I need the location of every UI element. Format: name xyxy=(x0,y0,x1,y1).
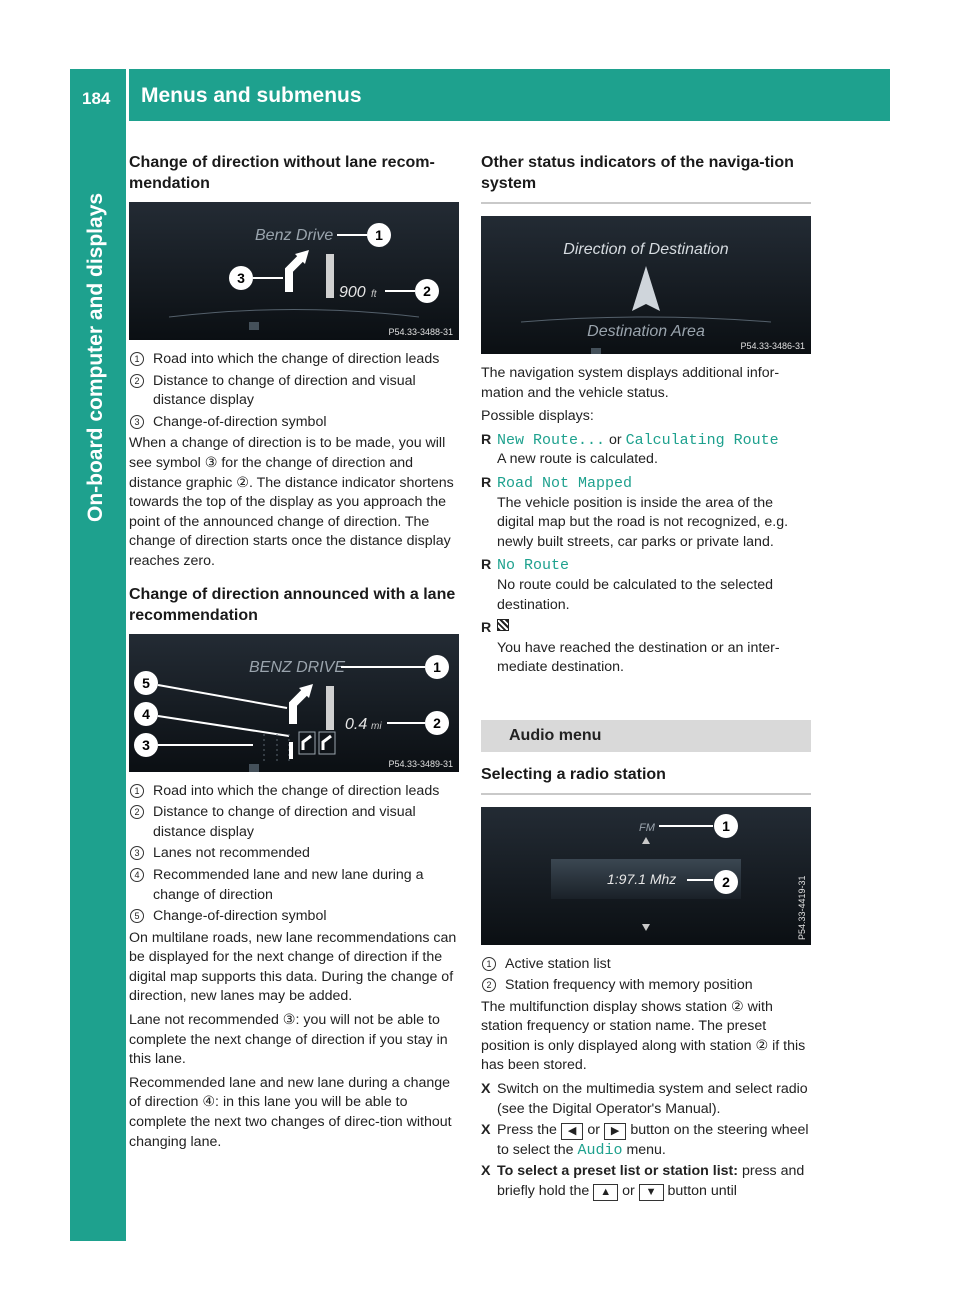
legend-item: 3 Lanes not recommended xyxy=(129,844,459,864)
left-column xyxy=(129,152,459,1156)
legend-list-4 xyxy=(481,955,811,996)
fig3-area: Destination Area xyxy=(587,323,705,340)
page-title: Menus and submenus xyxy=(141,84,362,107)
svg-text:1: 1 xyxy=(722,817,730,834)
legend-item: 4 Recommended lane and new lane during a change of direction xyxy=(129,866,459,905)
section-heading-no-lane: Change of direction without lane recom-mendation xyxy=(129,154,435,192)
left-key-icon: ◀ xyxy=(561,1123,583,1140)
destination-flag-icon xyxy=(497,619,509,631)
paragraph: When a change of direction is to be made, you will see symbol ③ for the change of direction and distance graphic ②. The distance indicator shortens towards the top of the display as you approach the point of the announced change of direction. The change of direction starts once the distance display reaches zero. xyxy=(129,435,454,569)
figure-drawing xyxy=(129,634,459,772)
figure-radio xyxy=(481,807,811,945)
section-heading-radio: Selecting a radio station xyxy=(481,764,811,795)
fig2-unit: mi xyxy=(371,720,382,732)
svg-text:1: 1 xyxy=(433,658,441,675)
figure-direction-no-lane xyxy=(129,202,459,340)
paragraph: Recommended lane and new lane during a change of direction ④: in this lane you will be able to complete the next two changes of direc-tion without changing lane. xyxy=(129,1074,452,1150)
legend-item: 5 Change-of-direction symbol xyxy=(129,907,459,927)
paragraph: Possible displays: xyxy=(481,408,594,425)
figure-drawing xyxy=(129,202,459,340)
paragraph: On multilane roads, new lane recommendations can be displayed for the next change of direction if the digital map supports this data. During the change of direction, new lanes may be added. xyxy=(129,929,457,1005)
fig4-frequency: 1:97.1 Mhz xyxy=(607,870,677,887)
paragraph: The navigation system displays additional infor-mation and the vehicle status. xyxy=(481,365,780,401)
header-divider xyxy=(126,69,129,121)
list-item-desc: A new route is calculated. xyxy=(497,451,658,468)
paragraph: The multifunction display shows station ② with station frequency or station name. The preset position is only displayed along with station ② if this has been stored. xyxy=(481,998,806,1074)
list-item: R No Route xyxy=(481,557,570,575)
legend-item: 3 Change-of-direction symbol xyxy=(129,413,459,433)
fig1-unit: ft xyxy=(371,289,377,300)
list-item-desc: The vehicle position is inside the area of the digital map but the road is not recognized, e.g. newly built streets, car parks or private land. xyxy=(497,494,789,550)
distance-bar xyxy=(326,686,334,730)
fig1-code: P54.33-3488-31 xyxy=(388,327,453,337)
list-item: R xyxy=(481,619,811,639)
legend-item: 1 Road into which the change of direction leads xyxy=(129,350,459,370)
section-heading-lane: Change of direction announced with a lane recommendation xyxy=(129,585,456,624)
legend-item: 2 Distance to change of direction and visual distance display xyxy=(129,803,459,842)
legend-item: 2 Station frequency with memory position xyxy=(481,976,811,996)
paragraph: Lane not recommended ③: you will not be able to complete the next change of direction if you stay in this lane. xyxy=(129,1012,448,1068)
legend-list-2 xyxy=(129,782,459,927)
list-item-desc: You have reached the destination or an inter-mediate destination. xyxy=(497,639,780,676)
fig1-distance: 900 xyxy=(339,284,366,301)
svg-text:2: 2 xyxy=(433,714,441,731)
list-item-desc: No route could be calculated to the selected destination. xyxy=(497,576,774,613)
instruction-step: X Switch on the multimedia system and select radio (see the Digital Operator's Manual). xyxy=(481,1081,808,1117)
fig2-road-label: BENZ DRIVE xyxy=(249,658,346,676)
svg-text:2: 2 xyxy=(423,283,431,299)
figure-direction-lane xyxy=(129,634,459,772)
right-column xyxy=(481,152,811,1202)
page-number: 184 xyxy=(82,89,111,108)
figure-drawing xyxy=(481,216,811,354)
section-heading-status: Other status indicators of the naviga-tion system xyxy=(481,152,811,204)
down-key-icon: ▼ xyxy=(639,1184,664,1201)
figure-status-indicators xyxy=(481,216,811,354)
list-item: R New Route... or Calculating Route xyxy=(481,431,779,449)
fig2-code: P54.33-3489-31 xyxy=(388,758,453,769)
fig4-band: FM xyxy=(639,821,655,834)
fig3-title: Direction of Destination xyxy=(563,241,729,258)
legend-item: 1 Road into which the change of direction leads xyxy=(129,782,459,802)
legend-item: 2 Distance to change of direction and visual distance display xyxy=(129,372,459,411)
legend-list-1 xyxy=(129,350,459,432)
instruction-step: X Press the ◀ or ▶ button on the steering wheel to select the Audio menu. xyxy=(481,1122,809,1159)
list-item: R Road Not Mapped xyxy=(481,474,633,492)
figure-drawing xyxy=(481,807,811,945)
right-key-icon: ▶ xyxy=(604,1123,626,1140)
fig3-code: P54.33-3486-31 xyxy=(740,341,805,351)
fig2-distance: 0.4 xyxy=(345,715,368,733)
up-key-icon: ▲ xyxy=(593,1184,618,1201)
svg-text:5: 5 xyxy=(142,674,150,691)
svg-text:4: 4 xyxy=(142,705,150,722)
distance-bar xyxy=(326,254,334,298)
svg-text:3: 3 xyxy=(142,736,150,753)
svg-text:1: 1 xyxy=(375,227,383,243)
svg-text:3: 3 xyxy=(237,270,245,286)
legend-item: 1 Active station list xyxy=(481,955,811,975)
svg-text:2: 2 xyxy=(722,873,730,890)
fig4-code: P54.33-4419-31 xyxy=(797,874,807,940)
section-banner-audio: Audio menu xyxy=(481,720,811,752)
fig1-road-label: Benz Drive xyxy=(255,227,334,244)
instruction-step: X To select a preset list or station list: press and briefly hold the ▲ or ▼ button until xyxy=(481,1163,805,1200)
chapter-title: On-board computer and displays xyxy=(84,192,107,522)
